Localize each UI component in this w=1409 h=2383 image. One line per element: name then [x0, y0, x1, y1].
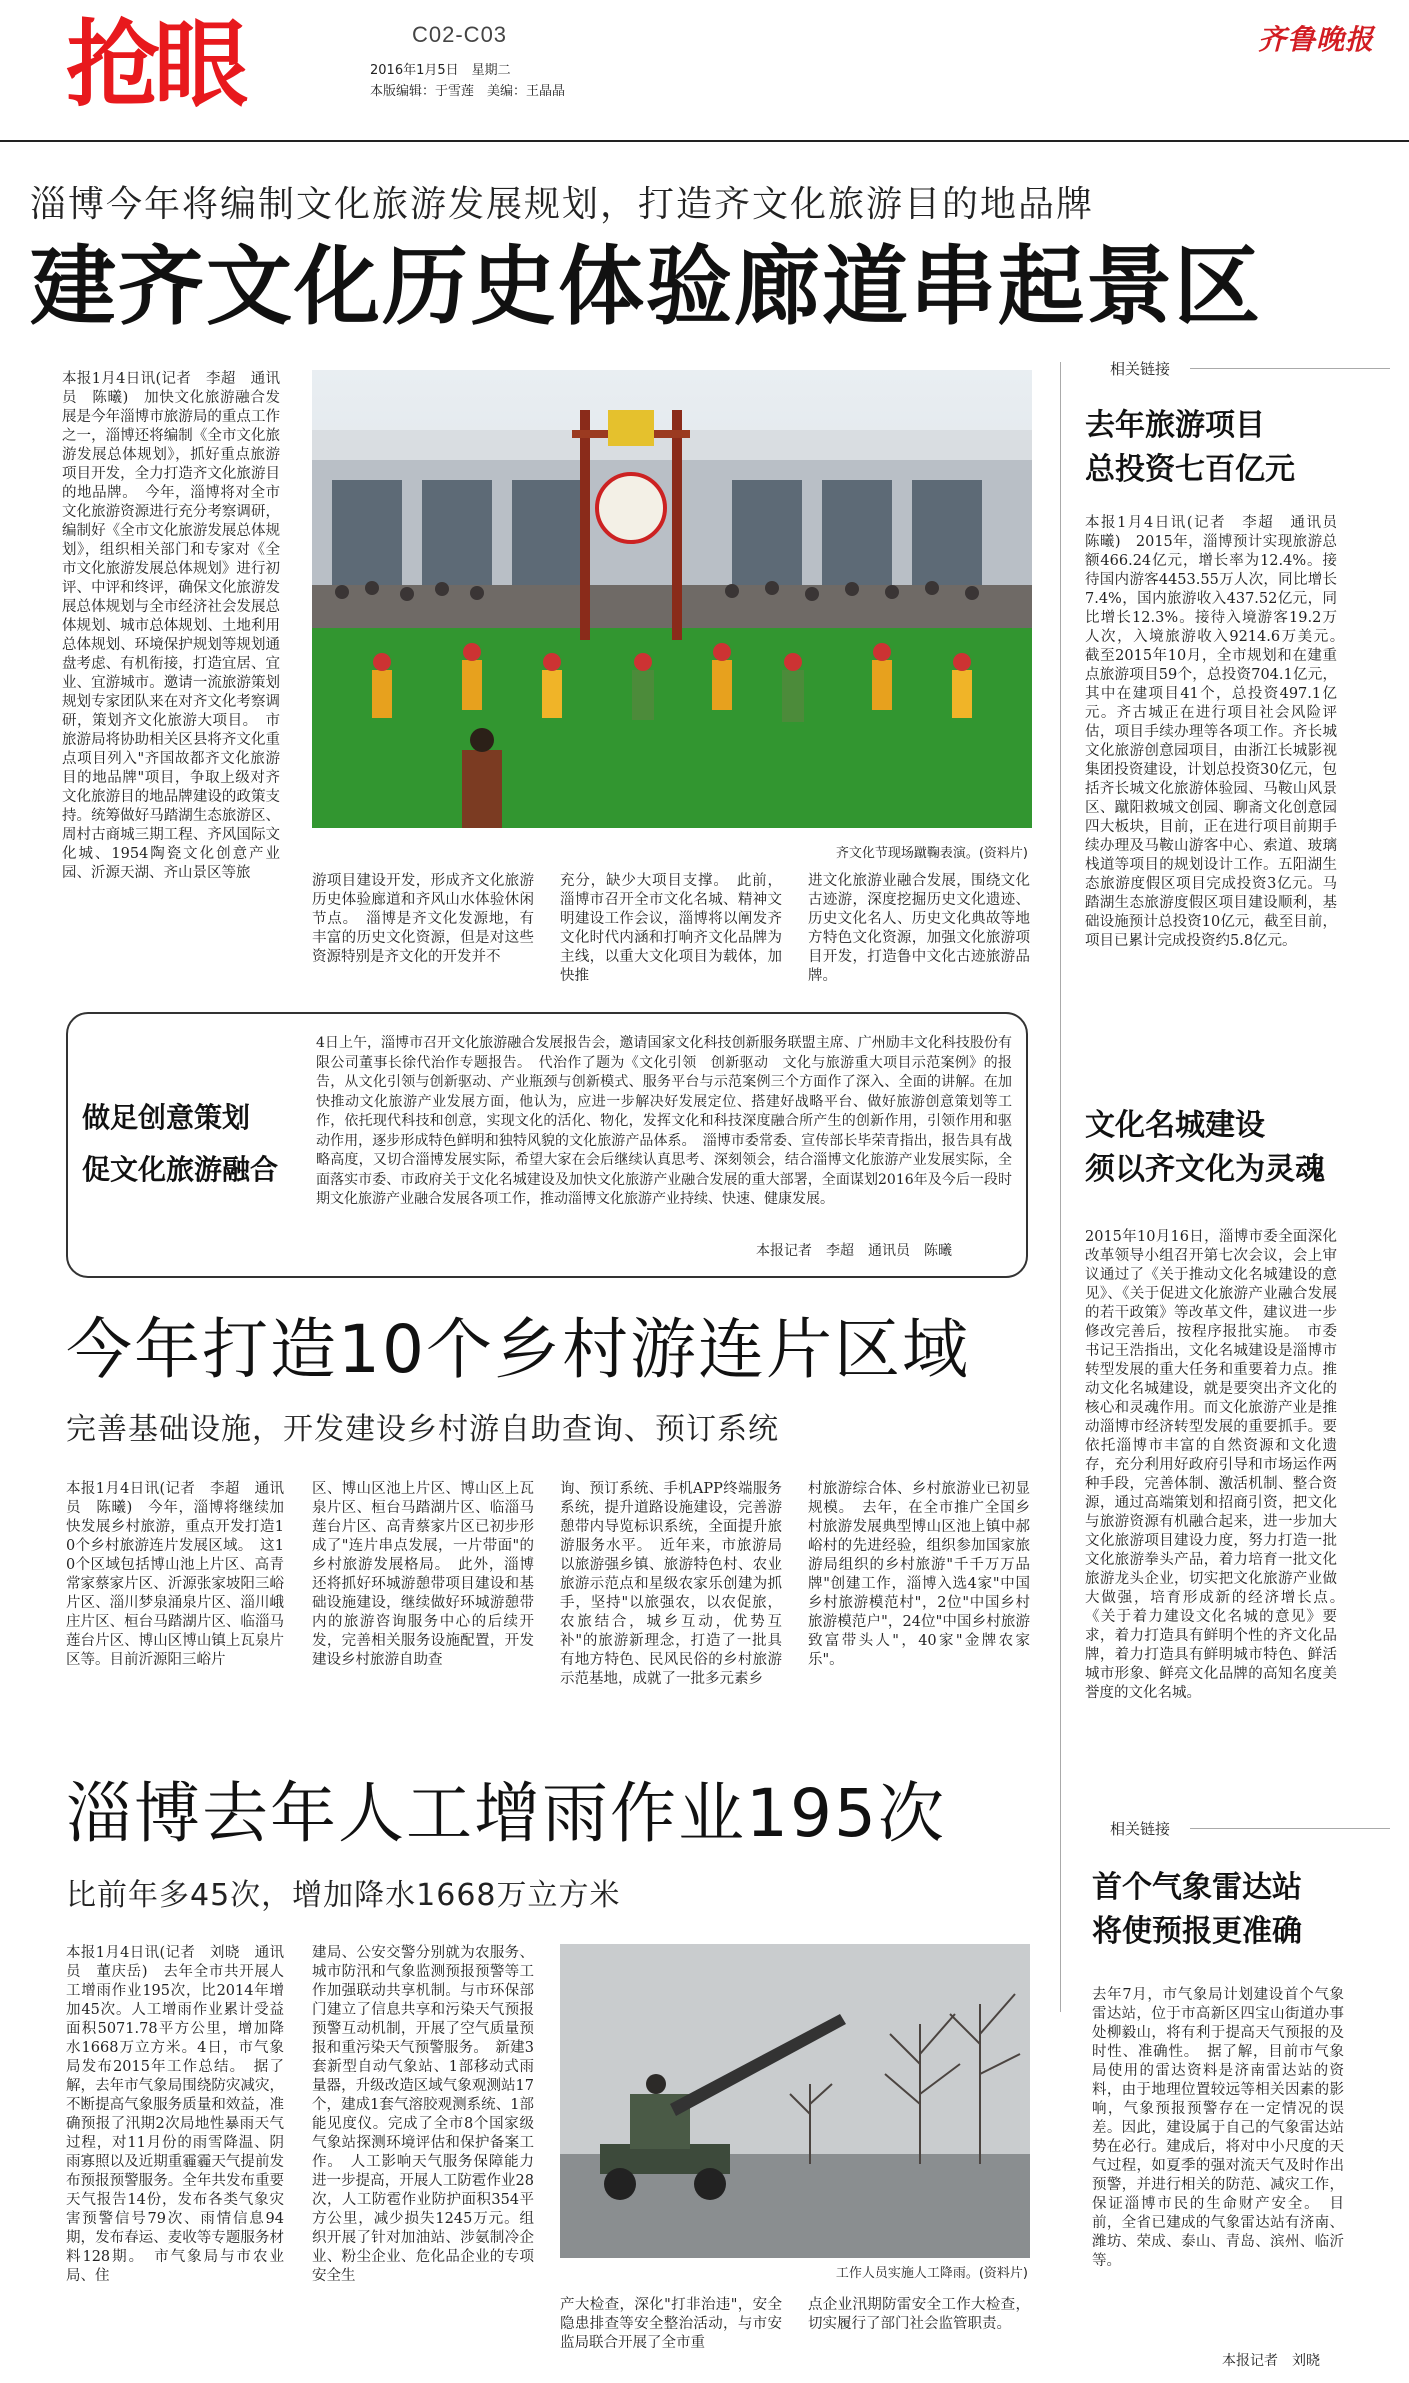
rain-headline: 淄博去年人工增雨作业195次 [66, 1775, 946, 1852]
sidebar3-tag: 相关链接 [1110, 1820, 1171, 1838]
rain-column-4: 点企业汛期防雷安全工作大检查，切实履行了部门社会监管职责。 [808, 2297, 1030, 2332]
date-line: 2016年1月5日 星期二 [370, 63, 511, 78]
lead-column-1: 本报1月4日讯(记者 李超 通讯员 陈曦) 加快文化旅游融合发展是今年淄博市旅游局的重点工作之一，淄博还将编制《全市文化旅游发展总体规划》，抓好重点旅游项目开发，全力打造齐文化旅游目的地品牌。 今年，淄博将对全市文化旅游资源进行充分考察调研，编制好《全市文化旅游发展总体规划》，组织相关部门和专家对《全市文化旅游发展总体规划》进行初评、中评和终评，确保文化旅游发展总体规划与全市经济社会发展总体规划、城市总体规划、土地利用总体规划、环境保护规划等规划通盘考虑、有机衔接，打造宜居、宜业、宜游城市。邀请一流旅游策划规划专家团队来在对齐文化考察调研，策划齐文化旅游大项目。 市旅游局将协助相关区县将齐文化重点项目列入"齐国故都齐文化旅游目的地品牌"项目，争取上级对齐文化旅游目的地品牌建设的政策支持。统筹做好马踏湖生态旅游区、周村古商城三期工程、齐风国际文化城、1954陶瓷文化创意产业园、沂源天湖、齐山景区等旅 [62, 371, 280, 881]
paper-name: 齐鲁晚报 [1258, 23, 1375, 56]
lead-column-4: 进文化旅游业融合发展，围绕文化古迹游，深度挖掘历史文化遗迹、历史文化名人、历史文化典故等地方特色文化资源，加强文化旅游项目开发，打造鲁中文化古迹旅游品牌。 [808, 873, 1030, 984]
box-title-line2: 促文化旅游融合 [82, 1153, 279, 1186]
sidebar3-body: 去年7月，市气象局计划建设首个气象雷达站，位于市高新区四宝山街道办事处柳毅山，将有利于提高天气预报的及时性、准确性。 据了解，目前市气象局使用的雷达资料是济南雷达站的资料，由于地理位置较远等相关因素的影响，气象预报预警存在一定情况的误差。因此，建设属于自己的气象雷达站势在必行。建成后，将对中小尺度的天气过程，如夏季的强对流天气及时作出预警，并进行相关的防范、减灾工作，保证淄博市民的生命财产安全。 目前，全省已建成的气象雷达站有济南、潍坊、荣成、泰山、青岛、滨州、临沂等。 [1092, 1987, 1344, 2269]
sidebar2-headline-line2: 须以齐文化为灵魂 [1085, 1152, 1325, 1187]
sidebar1-body: 本报1月4日讯(记者 李超 通讯员 陈曦) 2015年，淄博预计实现旅游总额466.24亿元，增长率为12.4%。接待国内游客4453.55万人次，同比增长7.4%，国内旅游收入437.52亿元，同比增长12.3%。接待入境游客19.2万人次，入境旅游收入9214.6万美元。 截至2015年10月，全市规划和在建重点旅游项目59个，总投资704.1亿元，其中在建项目41个，总投资497.1亿元。齐古城正在进行项目社会风险评估，项目手续办理等各项工作。齐长城文化旅游创意园项目，由浙江长城影视集团投资建设，计划总投资30亿元，包括齐长城文化旅游体验园、马鞍山风景区、蹴阳救城文创园、聊斋文化创意园四大板块，目前，正在进行项目前期手续办理及马鞍山游客中心、索道、玻璃栈道等项目的规划设计工作。五阳湖生态旅游度假区项目完成投资3亿元。马踏湖生态旅游度假区项目建设顺利，基础设施预计总投资10亿元，截至目前，项目已累计完成投资约5.8亿元。 [1085, 515, 1352, 949]
masthead-rule [0, 140, 1409, 142]
sidebar2-body: 2015年10月16日，淄博市委全面深化改革领导小组召开第七次会议，会上审议通过了《关于推动文化名城建设的意见》、《关于促进文化旅游产业融合发展的若干政策》等改革文件，建议进一步修改完善后，按程序报批实施。 市委书记王浩指出，文化名城建设是淄博市转型发展的重大任务和重要着力点。推动文化名城建设，就是要突出齐文化的核心和灵魂作用。而文化旅游产业是推动淄博市经济转型发展的重要抓手。要依托淄博市丰富的自然资源和文化遗存，充分利用好政府引导和市场运作两种手段，完善体制、激活机制、整合资源，通过高端策划和招商引资，把文化与旅游资源有机融合起来，进一步加大文化旅游项目建设力度，努力打造一批文化旅游拳头产品，着力培育一批文化旅游龙头企业，切实把文化旅游产业做大做强，培育形成新的经济增长点。 《关于着力建设文化名城的意见》要求，着力打造具有鲜明个性的齐文化品牌，着力打造具有鲜明城市特色、鲜活城市形象、鲜亮文化品牌的高知名度美誉度的文化名城。 [1085, 1229, 1352, 1701]
sidebar1-headline-line2: 总投资七百亿元 [1085, 452, 1295, 487]
rain-photo-caption: 工作人员实施人工降雨。(资料片) [835, 2266, 1028, 2281]
rain-column-1: 本报1月4日讯(记者 刘晓 通讯员 董庆岳) 去年全市共开展人工增雨作业195次，比2014年增加45次。人工增雨作业累计受益面积5071.78平方公里，增加降水1668万立方米。4日，市气象局发布2015年工作总结。 据了解，去年市气象局围绕防灾减灾，不断提高气象服务质量和效益，准确预报了汛期2次局地性暴雨天气过程，对11月份的雨雪降温、阴雨寡照以及近期重霾霾天气提前发布预报预警服务。全年共发布重要天气报告14份，发布各类气象灾害预警信号79次、雨情信息94期，发布春运、麦收等专题服务材料128期。 市气象局与市农业局、住 [66, 1945, 284, 2284]
rain-photo [560, 1944, 1030, 2258]
performance-photo-image [312, 370, 1032, 828]
box-body: 4日上午，淄博市召开文化旅游融合发展报告会，邀请国家文化科技创新服务联盟主席、广州励丰文化科技股份有限公司董事长徐代治作专题报告。 代治作了题为《文化引领 创新驱动 文化与旅游重大项目示范案例》的报告，从文化引领与创新驱动、产业瓶颈与创新模式、服务平台与示范案例三个方面作了深入、全面的讲解。在加快推动文化旅游产业发展方面，他认为，应进一步解决好发展定位、搭建好战略平台、做好旅游创意策划等工作，依托现代科技和创意，实现文化的活化、物化，发挥文化和科技深度融合所产生的创新作用，引领作用和驱动作用，逐步形成特色鲜明和独特风貌的文化旅游产品体系。 淄博市委常委、宣传部长毕荣青指出，报告具有战略高度，又切合淄博发展实际，希望大家在会后继续认真思考、深刻领会，结合淄博文化旅游产业发展实际，全面落实市委、市政府关于文化名城建设及加快文化旅游产业融合发展的重大部署，全面谋划2016年及今后一段时期文化旅游产业融合发展各项工作，推动淄博文化旅游产业持续、快速、健康发展。 [316, 1035, 1012, 1207]
page-meta [370, 60, 565, 102]
rain-column-2: 建局、公安交警分别就为农服务、城市防汛和气象监测预报预警等工作加强联动共享机制。与市环保部门建立了信息共享和污染天气预报预警互动机制，开展了空气质量预报和重污染天气预警服务。 新建3套新型自动气象站、1部移动式雨量器，升级改造区域气象观测站17个，建成1套气溶胶观测系统、1部能见度仪。完成了全市8个国家级气象站探测环境评估和保护备案工作。 人工影响天气服务保障能力进一步提高，开展人工防雹作业28次，人工防雹作业防护面积354平方公里，减少损失1245万元。组织开展了针对加油站、涉氨制冷企业、粉尘企业、危化品企业的专项安全生 [312, 1945, 534, 2284]
lead-kicker: 淄博今年将编制文化旅游发展规划，打造齐文化旅游目的地品牌 [30, 184, 1095, 225]
sidebar2-headline [1085, 1104, 1325, 1192]
rural-column-3: 询、预订系统、手机APP终端服务系统，提升道路设施建设，完善游憩带内导览标识系统，全面提升旅游服务水平。 近年来，市旅游局以旅游强乡镇、旅游特色村、农业旅游示范点和星级农家乐创建为抓手，坚持"以旅强农，以农促旅，农旅结合，城乡互动，优势互补"的旅游新理念，打造了一批具有地方特色、民风民俗的乡村旅游示范基地，成就了一批多元素乡 [560, 1481, 782, 1687]
lead-column-2: 游项目建设开发，形成齐文化旅游历史体验廊道和齐风山水体验休闲节点。 淄博是齐文化发源地，有丰富的历史文化资源，但是对这些资源特别是齐文化的开发并不 [312, 873, 534, 965]
sidebar1-headline-line1: 去年旅游项目 [1085, 408, 1265, 443]
rural-column-4: 村旅游综合体、乡村旅游业已初显规模。 去年，在全市推广全国乡村旅游发展典型博山区池上镇中郝峪村的先进经验，组织参加国家旅游局组织的乡村旅游"千千万万品牌"创建工作，淄博入选4家"中国乡村旅游模范村"，2位"中国乡村旅游模范户"，24位"中国乡村旅游致富带头人"，40家"金牌农家乐"。 [808, 1481, 1030, 1668]
box-byline: 本报记者 李超 通讯员 陈曦 [756, 1243, 952, 1259]
sidebar3-tag-rule [1190, 1828, 1390, 1829]
rural-headline: 今年打造10个乡村游连片区域 [66, 1311, 970, 1388]
box-title [82, 1092, 278, 1196]
rural-column-1: 本报1月4日讯(记者 李超 通讯员 陈曦) 今年，淄博将继续加快发展乡村旅游，重点开发打造10个乡村旅游连片发展区域。 这10个区域包括博山池上片区、高青常家蔡家片区、沂源张家坡阳三峪片区、淄川梦泉涌泉片区、淄川峨庄片区、桓台马踏湖片区、临淄马莲台片区、博山区博山镇上瓦泉片区等。目前沂源阳三峪片 [66, 1481, 284, 1668]
editor-line: 本版编辑：于雪莲 美编：王晶晶 [370, 84, 566, 99]
page-code: C02-C03 [412, 22, 508, 47]
section-logo: 抢眼 [66, 11, 243, 120]
rain-kicker: 比前年多45次，增加降水1668万立方米 [66, 1878, 621, 1913]
rural-column-2: 区、博山区池上片区、博山区上瓦泉片区、桓台马踏湖片区、临淄马莲台片区、高青蔡家片区已初步形成了"连片串点发展，一片带面"的乡村旅游发展格局。 此外，淄博还将抓好环城游憩带项目建设和基础设施建设，继续做好环城游憩带内的旅游咨询服务中心的后续开发，完善相关服务设施配置，开发建设乡村旅游自助查 [312, 1481, 534, 1668]
sidebar3-headline [1092, 1866, 1302, 1954]
sidebar3-headline-line2: 将使预报更准确 [1092, 1914, 1302, 1949]
box-title-line1: 做足创意策划 [82, 1101, 251, 1134]
sidebar3-byline: 本报记者 刘晓 [1222, 2353, 1320, 2369]
sidebar2-headline-line1: 文化名城建设 [1085, 1108, 1265, 1143]
sidebar3-headline-line1: 首个气象雷达站 [1092, 1870, 1302, 1905]
sidebar1-tag-rule [1190, 368, 1390, 369]
sidebar1-headline [1085, 404, 1295, 492]
lead-column-3: 充分，缺少大项目支撑。 此前，淄博市召开全市文化名城、精神文明建设工作会议，淄博将以阐发齐文化时代内涵和打响齐文化品牌为主线，以重大文化项目为载体，加快推 [560, 873, 782, 984]
rain-photo-image [560, 1944, 1030, 2258]
lead-headline: 建齐文化历史体验廊道串起景区 [30, 237, 1262, 337]
sidebar1-tag: 相关链接 [1110, 360, 1171, 378]
rain-column-3: 产大检查，深化"打非治违"，安全隐患排查等安全整治活动，与市安监局联合开展了全市重 [560, 2297, 782, 2351]
lead-photo [312, 370, 1032, 828]
rural-kicker: 完善基础设施，开发建设乡村游自助查询、预订系统 [66, 1412, 779, 1447]
lead-photo-caption: 齐文化节现场蹴鞠表演。(资料片) [835, 846, 1028, 861]
sidebar-divider [1060, 362, 1061, 2012]
